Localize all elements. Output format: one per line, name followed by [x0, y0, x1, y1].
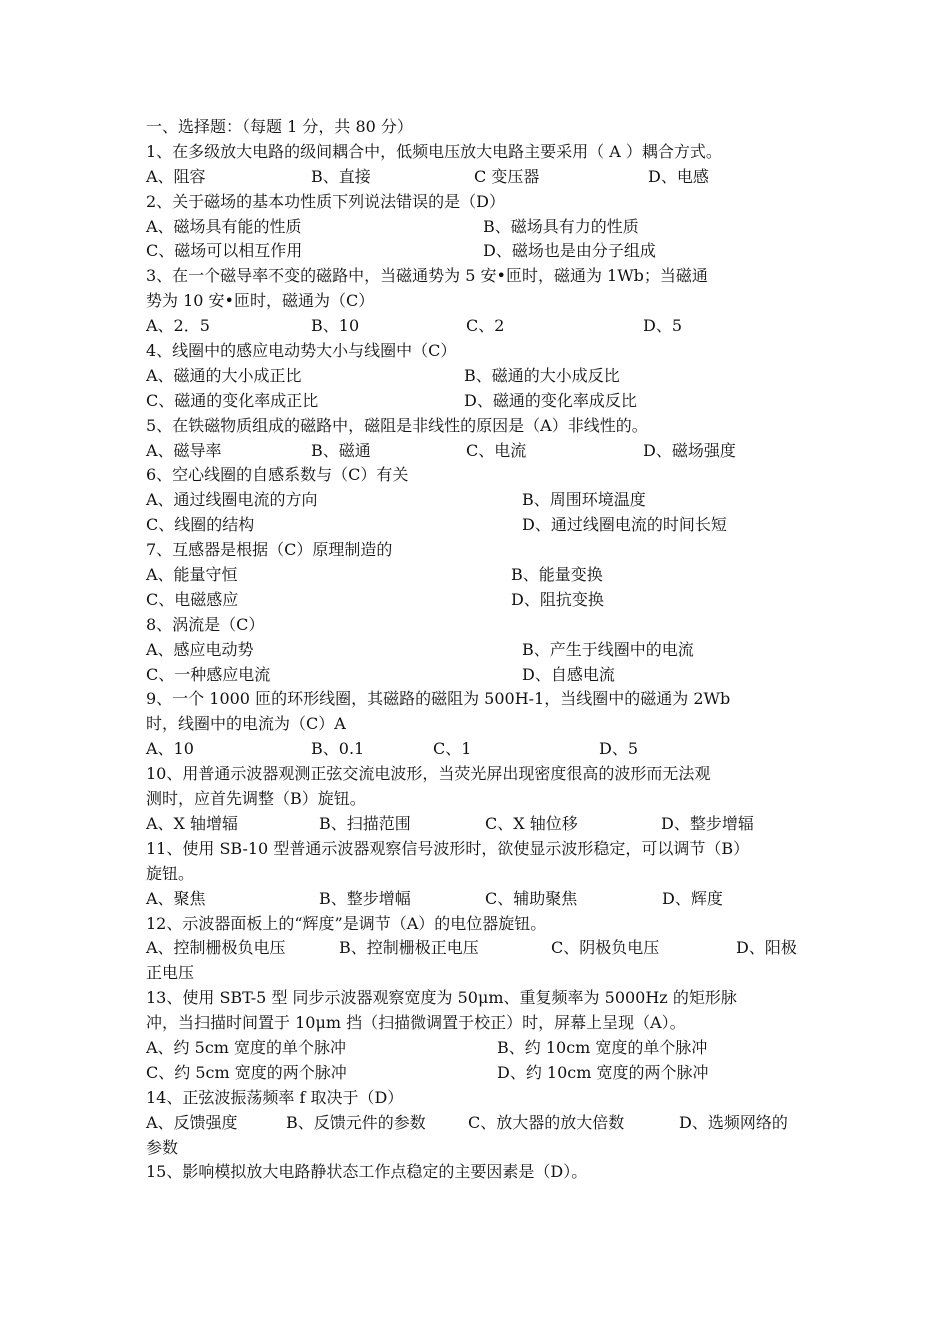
question-12-option: B、控制栅极正电压	[339, 938, 479, 958]
question-14-options	[146, 1111, 814, 1136]
question-2-option: B、磁场具有力的性质	[483, 216, 639, 236]
question-5-option: B、磁通	[311, 440, 371, 460]
question-3-options	[146, 314, 814, 339]
question-7-option: A、能量守恒	[146, 565, 238, 585]
question-10-option: B、扫描范围	[319, 813, 411, 833]
question-6-option: B、周围环境温度	[522, 490, 646, 510]
question-10-options	[146, 812, 814, 837]
question-8-options	[146, 638, 814, 663]
question-4-options	[146, 364, 814, 389]
question-3-stem: 势为 10 安•匝时，磁通为（C）	[146, 291, 375, 311]
question-8-option: B、产生于线圈中的电流	[522, 639, 694, 659]
question-13-options	[146, 1061, 814, 1086]
question-2-options	[146, 239, 814, 264]
question-10-stem: 测时，应首先调整（B）旋钮。	[146, 789, 366, 809]
question-2-option: D、磁场也是由分子组成	[483, 241, 656, 261]
question-2-stem: 2、关于磁场的基本功性质下列说法错误的是（D）	[146, 191, 506, 211]
question-11-stem: 11、使用 SB-10 型普通示波器观察信号波形时，欲使显示波形稳定，可以调节（B）	[146, 838, 750, 858]
question-14-option: D、选频网络的	[679, 1112, 788, 1132]
question-13-option: B、约 10cm 宽度的单个脉冲	[497, 1037, 708, 1057]
question-7-stem: 7、互感器是根据（C）原理制造的	[146, 540, 393, 560]
question-12-option-continuation: 正电压	[146, 963, 195, 983]
question-4-option: C、磁通的变化率成正比	[146, 390, 319, 410]
question-4-option: D、磁通的变化率成反比	[464, 390, 637, 410]
question-3-option: B、10	[311, 316, 360, 336]
question-8-option: A、感应电动势	[146, 639, 254, 659]
question-9-stem: 9、一个 1000 匝的环形线圈，其磁路的磁阻为 500H-1，当线圈中的磁通为 2Wb	[146, 689, 731, 709]
question-8-stem: 8、涡流是（C）	[146, 614, 265, 634]
question-12-option: C、阴极负电压	[551, 938, 660, 958]
question-5-option: A、磁导率	[146, 440, 222, 460]
question-7-options	[146, 563, 814, 588]
question-14-option: C、放大器的放大倍数	[468, 1112, 625, 1132]
question-4-stem: 4、线圈中的感应电动势大小与线圈中（C）	[146, 341, 457, 361]
question-1-stem: 1、在多级放大电路的级间耦合中，低频电压放大电路主要采用（ A ）耦合方式。	[146, 141, 722, 161]
question-5-options	[146, 439, 814, 464]
question-6-options	[146, 488, 814, 513]
question-list	[146, 115, 814, 1185]
question-12-option: D、阳极	[736, 938, 797, 958]
question-6-option: D、通过线圈电流的时间长短	[522, 515, 727, 535]
question-10-option: D、整步增辐	[661, 813, 754, 833]
question-15-stem: 15、影响模拟放大电路静状态工作点稳定的主要因素是（D）。	[146, 1162, 588, 1182]
question-13-options	[146, 1036, 814, 1061]
question-2-options	[146, 215, 814, 240]
question-11-option: A、聚焦	[146, 888, 206, 908]
question-8-options	[146, 663, 814, 688]
question-7-options	[146, 588, 814, 613]
question-5-option: C、电流	[466, 440, 527, 460]
question-6-options	[146, 513, 814, 538]
question-10-option: C、X 轴位移	[485, 813, 578, 833]
question-13-option: A、约 5cm 宽度的单个脉冲	[146, 1037, 347, 1057]
question-9-option: A、10	[146, 739, 194, 759]
question-11-option: D、辉度	[662, 888, 723, 908]
question-11-option: C、辅助聚焦	[485, 888, 578, 908]
question-1-option: D、电感	[648, 166, 709, 186]
question-10-stem: 10、用普通示波器观测正弦交流电波形，当荧光屏出现密度很高的波形而无法观	[146, 764, 711, 784]
question-4-option: A、磁通的大小成正比	[146, 365, 302, 385]
question-1-option: C 变压器	[474, 166, 540, 186]
question-14-stem: 14、正弦波振荡频率 f 取决于（D）	[146, 1087, 404, 1107]
question-3-option: C、2	[466, 316, 505, 336]
question-12-stem: 12、示波器面板上的“辉度”是调节（A）的电位器旋钮。	[146, 913, 547, 933]
question-8-option: C、一种感应电流	[146, 664, 271, 684]
question-9-stem: 时，线圈中的电流为（C）A	[146, 714, 346, 734]
question-13-stem: 冲，当扫描时间置于 10μm 挡（扫描微调置于校正）时，屏幕上呈现（A）。	[146, 1013, 686, 1033]
question-11-options	[146, 887, 814, 912]
question-7-option: C、电磁感应	[146, 589, 239, 609]
question-3-stem: 3、在一个磁导率不变的磁路中，当磁通势为 5 安•匝时，磁通为 1Wb；当磁通	[146, 266, 708, 286]
question-7-option: B、能量变换	[511, 565, 603, 585]
question-5-option: D、磁场强度	[643, 440, 736, 460]
question-9-options	[146, 737, 814, 762]
question-14-option: B、反馈元件的参数	[286, 1112, 426, 1132]
question-12-option: A、控制栅极负电压	[146, 938, 286, 958]
question-1-options	[146, 165, 814, 190]
question-10-option: A、X 轴增辐	[146, 813, 239, 833]
question-9-option: C、1	[433, 739, 472, 759]
question-11-stem: 旋钮。	[146, 863, 195, 883]
question-5-stem: 5、在铁磁物质组成的磁路中，磁阻是非线性的原因是（A）非线性的。	[146, 415, 648, 435]
question-6-option: A、通过线圈电流的方向	[146, 490, 318, 510]
question-11-option: B、整步增幅	[319, 888, 411, 908]
question-7-option: D、阻抗变换	[511, 589, 604, 609]
section-title: 一、选择题：（每题 1 分，共 80 分）	[146, 117, 413, 136]
question-4-options	[146, 389, 814, 414]
question-13-stem: 13、使用 SBT-5 型 同步示波器观察宽度为 50μm、重复频率为 5000Hz 的矩形脉	[146, 988, 737, 1008]
question-6-stem: 6、空心线圈的自感系数与（C）有关	[146, 465, 409, 485]
question-4-option: B、磁通的大小成反比	[464, 365, 620, 385]
question-13-option: C、约 5cm 宽度的两个脉冲	[146, 1062, 347, 1082]
question-1-option: B、直接	[311, 166, 371, 186]
question-14-option: A、反馈强度	[146, 1112, 238, 1132]
question-3-option: A、2．5	[146, 316, 210, 336]
question-3-option: D、5	[643, 316, 683, 336]
question-8-option: D、自感电流	[522, 664, 615, 684]
question-2-option: A、磁场具有能的性质	[146, 216, 302, 236]
question-12-options	[146, 936, 814, 961]
question-13-option: D、约 10cm 宽度的两个脉冲	[497, 1062, 709, 1082]
question-14-option-continuation: 参数	[146, 1137, 179, 1157]
question-9-option: B、0.1	[311, 739, 365, 759]
question-6-option: C、线圈的结构	[146, 515, 255, 535]
question-1-option: A、阻容	[146, 166, 206, 186]
question-9-option: D、5	[599, 739, 639, 759]
question-2-option: C、磁场可以相互作用	[146, 241, 303, 261]
